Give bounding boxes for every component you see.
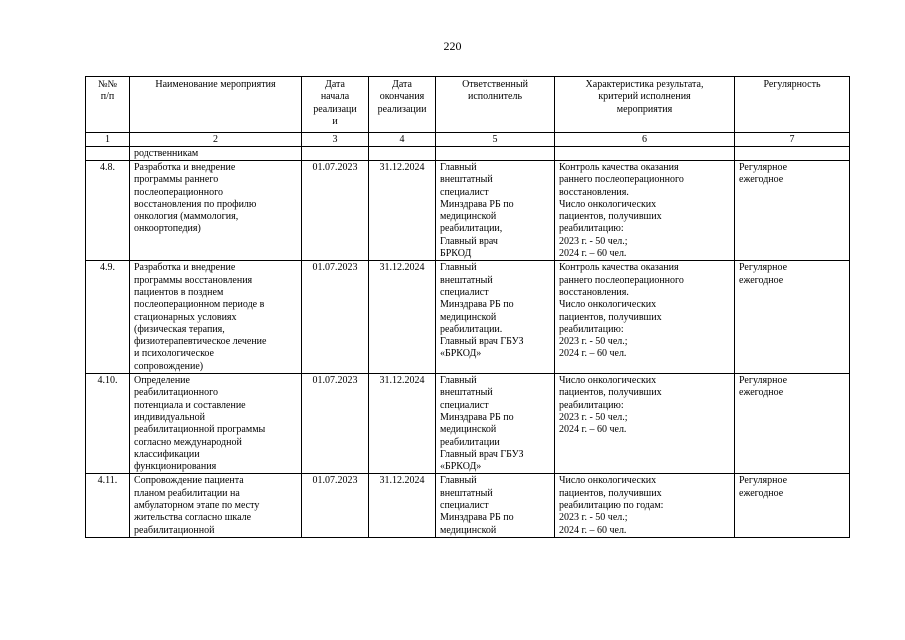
header-responsible: Ответственный исполнитель xyxy=(436,77,555,133)
activity-name: Разработка и внедрение программы раннего послеоперационного восстановления по профилю онкология (маммология, онкоортопедия) xyxy=(130,161,302,261)
table-row xyxy=(86,161,850,261)
activities-table xyxy=(85,76,850,538)
column-number: 6 xyxy=(555,133,735,147)
result-criteria: Контроль качества оказания раннего послеоперационного восстановления. Число онкологических пациентов, получивших реабилитацию: 2023 г. - 50 чел.; 2024 г. – 60 чел. xyxy=(555,161,735,261)
continuation-row xyxy=(86,147,850,161)
row-number: 4.8. xyxy=(86,161,130,261)
page-number: 220 xyxy=(443,39,462,53)
row-number: 4.11. xyxy=(86,474,130,537)
table-row xyxy=(86,374,850,474)
activity-name: Разработка и внедрение программы восстановления пациентов в позднем послеоперационном периоде в стационарных условиях (физическая терапия, физиотерапевтическое лечение и психологическое сопровождение) xyxy=(130,261,302,374)
start-date: 01.07.2023 xyxy=(302,161,369,261)
column-number: 2 xyxy=(130,133,302,147)
result-criteria: Число онкологических пациентов, получивших реабилитацию: 2023 г. - 50 чел.; 2024 г. – 60 чел. xyxy=(555,374,735,474)
start-date: 01.07.2023 xyxy=(302,474,369,537)
result-criteria: Контроль качества оказания раннего послеоперационного восстановления. Число онкологических пациентов, получивших реабилитацию: 2023 г. - 50 чел.; 2024 г. – 60 чел. xyxy=(555,261,735,374)
end-date: 31.12.2024 xyxy=(369,161,436,261)
row-number: 4.9. xyxy=(86,261,130,374)
end-date: 31.12.2024 xyxy=(369,261,436,374)
column-number: 7 xyxy=(735,133,850,147)
column-number: 1 xyxy=(86,133,130,147)
responsible-executor: Главный внештатный специалист Минздрава РБ по медицинской реабилитации Главный врач ГБУЗ «БРКОД» xyxy=(436,374,555,474)
header-start: Дата начала реализаци и xyxy=(302,77,369,133)
column-number: 5 xyxy=(436,133,555,147)
table-row xyxy=(86,474,850,537)
regularity: Регулярное ежегодное xyxy=(735,474,850,537)
column-numbers-row xyxy=(86,133,850,147)
column-number: 4 xyxy=(369,133,436,147)
row-number: 4.10. xyxy=(86,374,130,474)
end-date: 31.12.2024 xyxy=(369,474,436,537)
header-row xyxy=(86,77,850,133)
start-date: 01.07.2023 xyxy=(302,261,369,374)
continuation-text: родственникам xyxy=(130,147,302,161)
header-num: №№ п/п xyxy=(86,77,130,133)
header-result: Характеристика результата, критерий исполнения мероприятия xyxy=(555,77,735,133)
header-end: Дата окончания реализации xyxy=(369,77,436,133)
regularity: Регулярное ежегодное xyxy=(735,161,850,261)
responsible-executor: Главный внештатный специалист Минздрава РБ по медицинской реабилитации, Главный врач БРКОД xyxy=(436,161,555,261)
header-regularity: Регулярность xyxy=(735,77,850,133)
end-date: 31.12.2024 xyxy=(369,374,436,474)
regularity: Регулярное ежегодное xyxy=(735,374,850,474)
regularity: Регулярное ежегодное xyxy=(735,261,850,374)
column-number: 3 xyxy=(302,133,369,147)
activity-name: Сопровождение пациента планом реабилитации на амбулаторном этапе по месту жительства согласно шкале реабилитационной xyxy=(130,474,302,537)
table-row xyxy=(86,261,850,374)
header-name: Наименование мероприятия xyxy=(130,77,302,133)
responsible-executor: Главный внештатный специалист Минздрава РБ по медицинской реабилитации. Главный врач ГБУЗ «БРКОД» xyxy=(436,261,555,374)
activity-name: Определение реабилитационного потенциала и составление индивидуальной реабилитационной программы согласно международной классификации функционирования xyxy=(130,374,302,474)
start-date: 01.07.2023 xyxy=(302,374,369,474)
responsible-executor: Главный внештатный специалист Минздрава РБ по медицинской xyxy=(436,474,555,537)
result-criteria: Число онкологических пациентов, получивших реабилитацию по годам: 2023 г. - 50 чел.; 2024 г. – 60 чел. xyxy=(555,474,735,537)
